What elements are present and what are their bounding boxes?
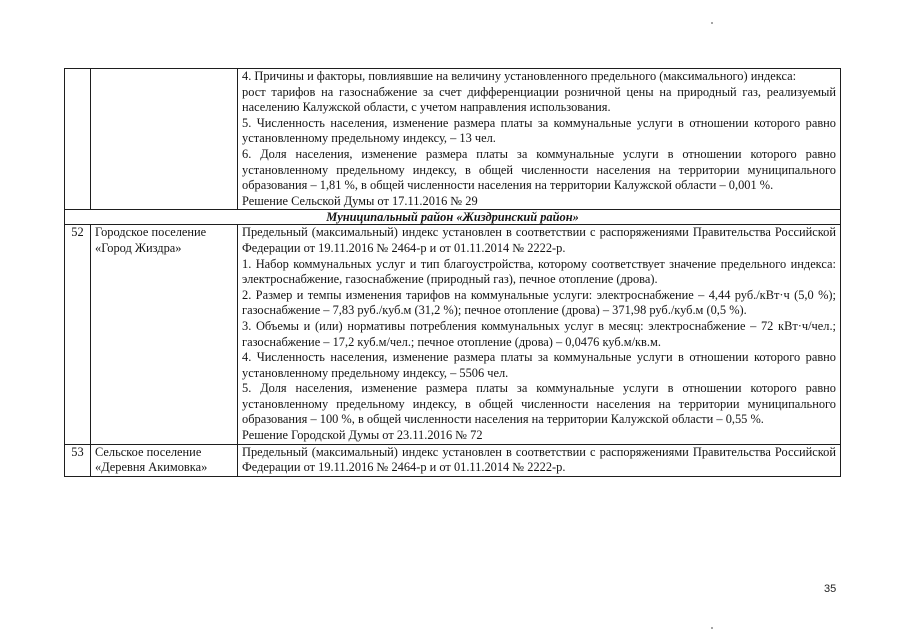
- settlement-name: Сельское поселение «Деревня Акимовка»: [91, 444, 238, 476]
- description-paragraph: 1. Набор коммунальных услуг и тип благоустройства, которому соответствует значение предельного индекса: электроснабжение, газоснабжение (природный газ), печное отопление (дрова).: [242, 256, 836, 287]
- description-paragraph: Предельный (максимальный) индекс установлен в соответствии с распоряжениями Правительства Российской Федерации от 19.11.2016 № 2464-р и от 01.11.2014 № 2222-р.: [242, 225, 836, 255]
- decision-reference: Решение Сельской Думы от 17.11.2016 № 29: [242, 193, 478, 208]
- description-paragraph: 5. Доля населения, изменение размера платы за коммунальные услуги в отношении которого равно установленному предельному индексу, в общей численности населения на территории муниципального образования – 100 %, в общей численности населения на территории Калужской области – 0,55 %.: [242, 381, 836, 427]
- row-number: 53: [65, 444, 91, 476]
- scan-speck: [711, 627, 713, 629]
- description-paragraph: 5. Численность населения, изменение размера платы за коммунальные услуги в отношении которого равно установленному предельному индексу, – 13 чел.: [242, 115, 836, 146]
- index-description-cell: [238, 225, 841, 444]
- description-paragraph: 2. Размер и темпы изменения тарифов на коммунальные услуги: электроснабжение – 4,44 руб./кВт·ч (5,0 %); газоснабжение – 7,83 руб./куб.м (31,2 %); печное отопление (дрова) – 371,98 руб./куб.м (0,5 %).: [242, 287, 836, 318]
- section-title: Муниципальный район «Жиздринский район»: [65, 210, 841, 225]
- index-description-cell: [238, 69, 841, 210]
- page-number: 35: [824, 583, 837, 595]
- section-header-row: [65, 210, 841, 225]
- table-row: [65, 444, 841, 476]
- description-paragraph: 4. Причины и факторы, повлиявшие на величину установленного предельного (максимального) индекса:: [242, 69, 797, 83]
- table-row-continued: [65, 69, 841, 210]
- decision-reference: Решение Городской Думы от 23.11.2016 № 72: [242, 428, 483, 443]
- table-row: [65, 225, 841, 444]
- settlement-name: Городское поселение «Город Жиздра»: [91, 225, 238, 444]
- settlement-name-cell: [91, 69, 238, 210]
- scan-speck: [711, 22, 713, 24]
- row-number: 52: [65, 225, 91, 444]
- index-description-cell: [238, 444, 841, 476]
- municipal-index-table: [64, 68, 841, 477]
- description-paragraph: Предельный (максимальный) индекс установлен в соответствии с распоряжениями Правительства Российской Федерации от 19.11.2016 № 2464-р и от 01.11.2014 № 2222-р.: [242, 444, 836, 475]
- description-paragraph: рост тарифов на газоснабжение за счет дифференциации розничной цены на природный газ, реализуемый населению Калужской области, с учетом направления использования.: [242, 84, 836, 115]
- description-paragraph: 3. Объемы и (или) нормативы потребления коммунальных услуг в месяц: электроснабжение – 72 кВт·ч/чел.; газоснабжение – 17,2 куб.м/чел.; печное отопление (дрова) – 0,0476 куб.м/кв.м.: [242, 318, 836, 349]
- row-number-cell: [65, 69, 91, 210]
- description-paragraph: 6. Доля населения, изменение размера платы за коммунальные услуги в отношении которого равно установленному предельному индексу, в общей численности населения на территории муниципального образования – 1,81 %, в общей численности населения на территории Калужской области – 0,001 %.: [242, 146, 836, 193]
- description-paragraph: 4. Численность населения, изменение размера платы за коммунальные услуги в отношении которого равно установленному предельному индексу, – 5506 чел.: [242, 350, 836, 380]
